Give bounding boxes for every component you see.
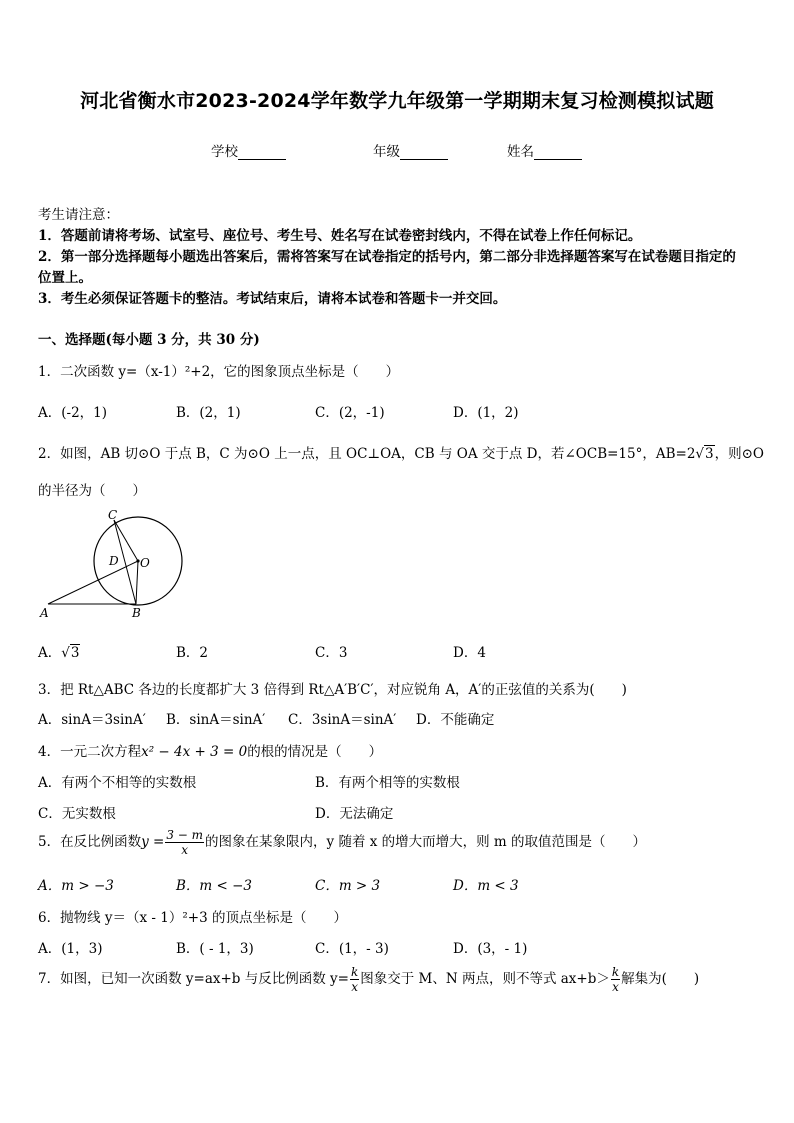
q4-option-a: A．有两个不相等的实数根 [38, 775, 197, 791]
question-7-stem [38, 965, 699, 994]
question-6-stem: 6．抛物线 y＝（x - 1）²+3 的顶点坐标是（ ） [38, 910, 347, 926]
q7-fraction-2 [611, 965, 620, 994]
q4-option-d: D．无法确定 [315, 806, 394, 822]
question-1-stem: 1．二次函数 y=（x-1）²+2，它的图象顶点坐标是（ ） [38, 364, 400, 380]
q7-stem-part-c: 解集为( ) [621, 971, 700, 987]
notice-item-2: 2．第一部分选择题每小题选出答案后，需将答案写在试卷指定的括号内，第二部分非选择题答案写在试卷题目指定的 [38, 249, 736, 265]
name-label: 姓名 [507, 144, 534, 160]
q4-stem-part-b: 的根的情况是（ ） [247, 744, 383, 760]
question-2-stem-line2: 的半径为（ ） [38, 483, 146, 499]
q3-option-d: D．不能确定 [416, 712, 495, 728]
q2-circle-figure [36, 506, 196, 624]
q6-option-a: A．(1，3) [38, 941, 103, 957]
q6-option-b: B．( - 1，3) [176, 941, 254, 957]
q5-option-b: B．m < −3 [176, 878, 253, 894]
q5-denominator: x [181, 843, 189, 857]
sqrt-symbol: √3 [695, 446, 714, 462]
q7-numerator-1: k [350, 965, 359, 979]
q1-option-a: A．(-2，1) [38, 405, 108, 421]
q7-numerator-2: k [611, 965, 620, 979]
question-2-stem [38, 442, 764, 462]
q2-option-b: B．2 [176, 645, 209, 661]
school-field [211, 140, 286, 160]
label-b: B [132, 606, 141, 620]
q2-stem-part-a: 2．如图，AB 切⊙O 于点 B，C 为⊙O 上一点，且 OC⊥OA，CB 与 OA 交于点 D，若∠OCB=15°，AB=2 [38, 446, 696, 462]
q3-option-b: B．sinA＝sinA′ [166, 712, 266, 728]
question-3-stem: 3．把 Rt△ABC 各边的长度都扩大 3 倍得到 Rt△A′B′C′，对应锐角 A，A′的正弦值的关系为( ) [38, 682, 627, 698]
page-title: 河北省衡水市2023-2024学年数学九年级第一学期期末复习检测模拟试题 [80, 90, 714, 112]
notice-item-1: 1．答题前请将考场、试室号、座位号、考生号、姓名写在试卷密封线内，不得在试卷上作任何标记。 [38, 228, 642, 244]
notice-heading: 考生请注意： [38, 207, 119, 223]
q1-option-d: D．(1，2) [453, 405, 519, 421]
q2-option-a-radicand: 3 [70, 645, 80, 661]
grade-field [373, 140, 448, 160]
q5-stem-part-a: 5．在反比例函数 [38, 834, 142, 850]
q2-option-a-prefix: A． [38, 645, 62, 661]
section-heading: 一、选择题(每小题 3 分，共 30 分) [38, 332, 260, 348]
q5-option-d: D．m < 3 [453, 878, 519, 894]
label-c: C [108, 508, 118, 522]
segment-ao [48, 561, 138, 604]
q5-numerator: 3 − m [166, 828, 204, 842]
q5-option-a: A．m > −3 [38, 878, 114, 894]
q4-stem-part-a: 4．一元二次方程 [38, 744, 142, 760]
school-label: 学校 [211, 144, 238, 160]
q2-option-d: D．4 [453, 645, 486, 661]
notice-item-3: 3．考生必须保证答题卡的整洁。考试结束后，请将本试卷和答题卡一并交回。 [38, 291, 507, 307]
q5-fraction [165, 828, 204, 857]
q4-option-b: B．有两个相等的实数根 [315, 775, 460, 791]
q7-fraction-1 [350, 965, 359, 994]
school-blank[interactable] [238, 146, 286, 160]
q6-option-d: D．(3，- 1) [453, 941, 528, 957]
sqrt-symbol: √3 [61, 645, 80, 661]
q4-equation: x² − 4x + 3 = 0 [141, 744, 248, 760]
q5-lhs: y = [141, 834, 165, 850]
q4-option-c: C．无实数根 [38, 806, 116, 822]
q1-option-c: C．(2，-1) [315, 405, 385, 421]
name-blank[interactable] [534, 146, 582, 160]
q5-stem-part-b: 的图象在某象限内，y 随着 x 的增大而增大，则 m 的取值范围是（ ） [205, 834, 647, 850]
notice-item-2-cont: 位置上。 [38, 270, 92, 286]
segment-ob [136, 561, 138, 604]
q7-stem-part-b: 图象交于 M、N 两点，则不等式 ax+b＞ [360, 971, 610, 987]
q7-denominator-2: x [612, 980, 619, 994]
name-field [507, 140, 582, 160]
q2-radicand: 3 [705, 446, 714, 462]
label-d: D [109, 554, 119, 568]
q3-option-a: A．sinA＝3sinA′ [38, 712, 146, 728]
q2-option-a [38, 641, 80, 661]
label-o: O [140, 556, 150, 570]
q6-option-c: C．(1，- 3) [315, 941, 389, 957]
q7-denominator-1: x [351, 980, 358, 994]
q2-stem-part-b: ，则⊙O [714, 446, 765, 462]
question-5-stem [38, 828, 646, 857]
q3-option-c: C．3sinA＝sinA′ [288, 712, 397, 728]
q7-stem-part-a: 7．如图，已知一次函数 y=ax+b 与反比例函数 y= [38, 971, 349, 987]
q1-option-b: B．(2，1) [176, 405, 241, 421]
q5-option-c: C．m > 3 [315, 878, 381, 894]
grade-blank[interactable] [400, 146, 448, 160]
label-a: A [40, 606, 49, 620]
q2-option-c: C．3 [315, 645, 348, 661]
question-4-stem [38, 740, 382, 760]
grade-label: 年级 [373, 144, 400, 160]
